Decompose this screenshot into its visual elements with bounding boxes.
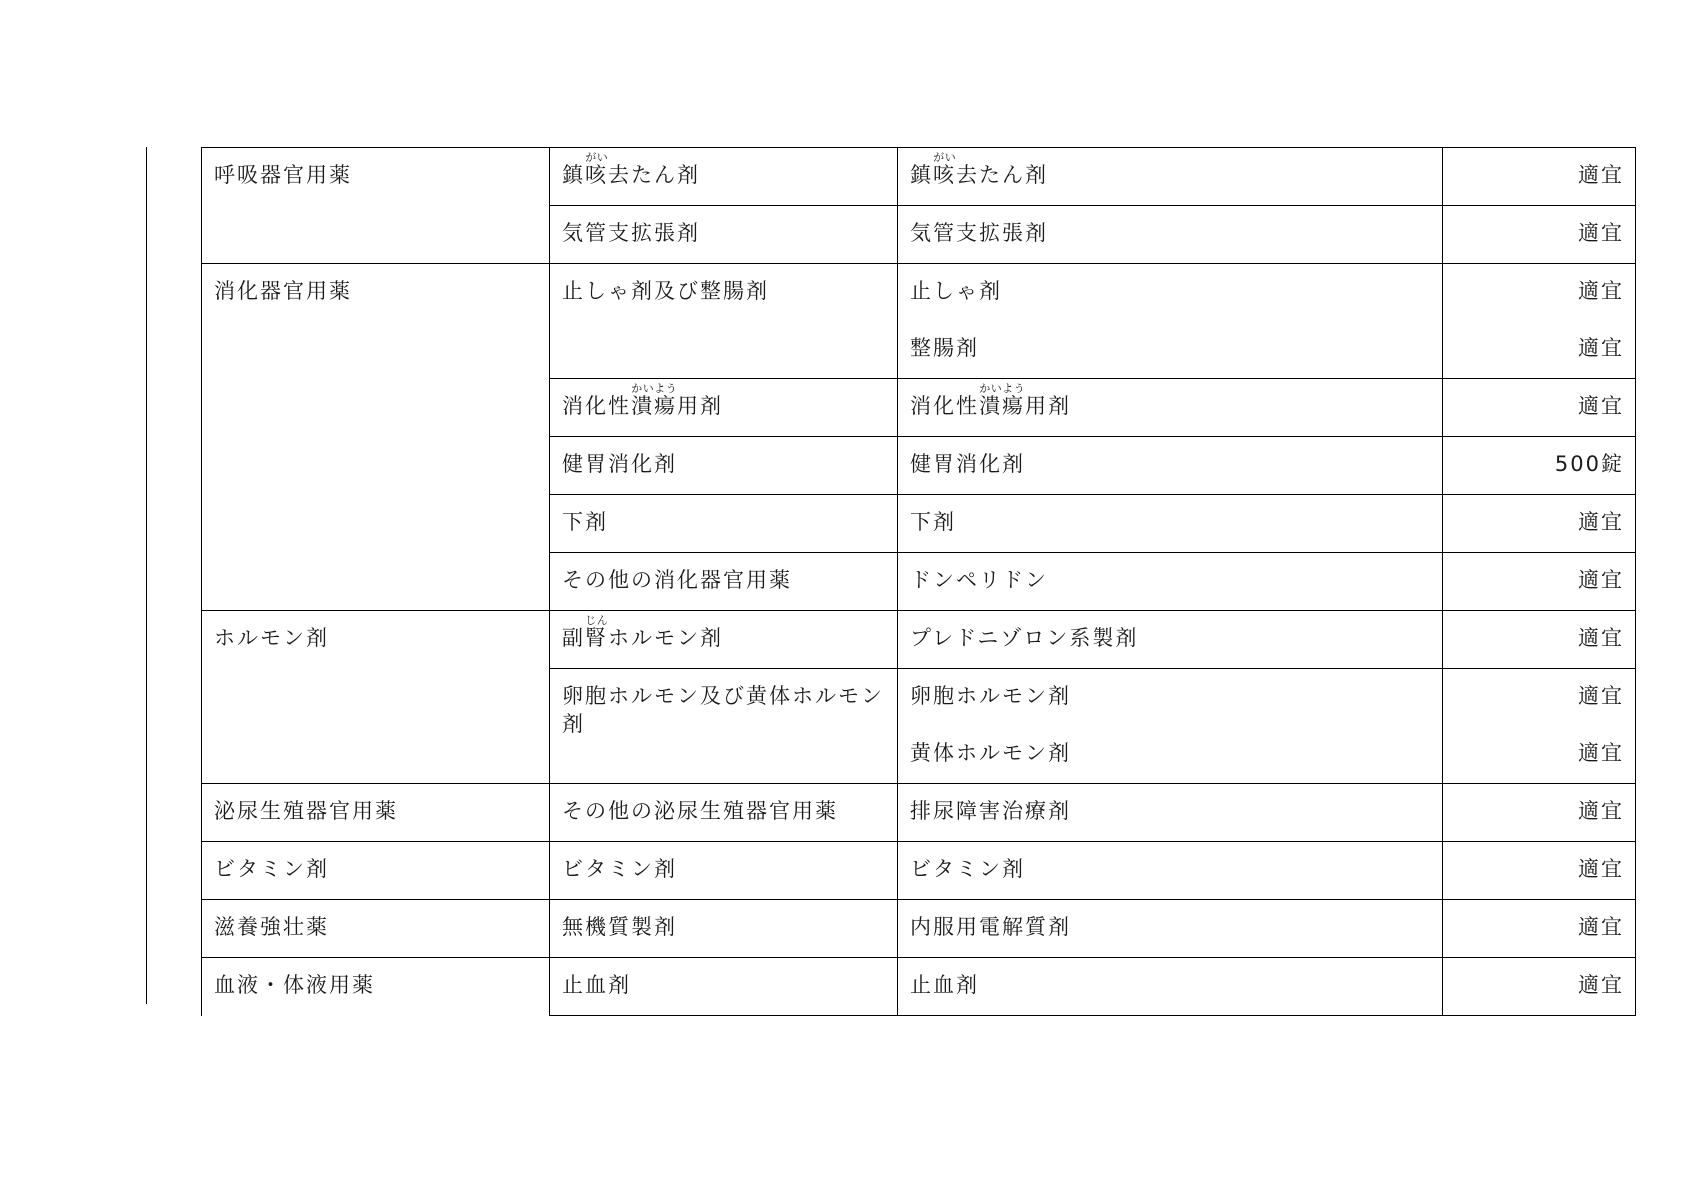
table-row [202, 784, 1636, 842]
drug-name-cell: 消化性潰瘍かいよう用剤 [898, 379, 1443, 437]
table-row [202, 264, 1636, 379]
subcategory-cell: 鎮咳がい去たん剤 [550, 148, 898, 206]
table-row [202, 611, 1636, 669]
quantity-cell: 適宜 [1443, 495, 1636, 553]
table-row [202, 900, 1636, 958]
drug-name-cell: 気管支拡張剤 [898, 206, 1443, 264]
drug-name-cell: 鎮咳がい去たん剤 [898, 148, 1443, 206]
drug-name-cell: 下剤 [898, 495, 1443, 553]
margin-rule [146, 147, 147, 1004]
drug-table [201, 147, 1636, 1016]
subcategory-cell: 副腎じんホルモン剤 [550, 611, 898, 669]
drug-name-cell: 健胃消化剤 [898, 437, 1443, 495]
drug-name-cell: プレドニゾロン系製剤 [898, 611, 1443, 669]
drug-name-cell: 排尿障害治療剤 [898, 784, 1443, 842]
table-row [202, 958, 1636, 1016]
quantity-cell: 適宜 [1443, 611, 1636, 669]
subcategory-cell: 無機質製剤 [550, 900, 898, 958]
subcategory-cell: 下剤 [550, 495, 898, 553]
drug-name-cell: 内服用電解質剤 [898, 900, 1443, 958]
subcategory-cell: 止血剤 [550, 958, 898, 1016]
quantity-cell: 適宜 [1443, 379, 1636, 437]
quantity-cell: 適宜 [1443, 784, 1636, 842]
quantity-cell: 適宜 [1443, 553, 1636, 611]
quantity-cell: 適宜 [1443, 958, 1636, 1016]
category-cell: 呼吸器官用薬 [202, 148, 550, 264]
subcategory-cell: ビタミン剤 [550, 842, 898, 900]
drug-name-cell: 卵胞ホルモン剤 黄体ホルモン剤 [898, 669, 1443, 784]
drug-name-cell: 止血剤 [898, 958, 1443, 1016]
drug-name-cell: ビタミン剤 [898, 842, 1443, 900]
category-cell: ビタミン剤 [202, 842, 550, 900]
subcategory-cell: その他の泌尿生殖器官用薬 [550, 784, 898, 842]
quantity-cell: 500錠 [1443, 437, 1636, 495]
subcategory-cell: 健胃消化剤 [550, 437, 898, 495]
category-cell: 血液・体液用薬 [202, 958, 550, 1016]
table-row [202, 148, 1636, 206]
drug-name-cell: 止しゃ剤 整腸剤 [898, 264, 1443, 379]
subcategory-cell: その他の消化器官用薬 [550, 553, 898, 611]
quantity-cell: 適宜 [1443, 900, 1636, 958]
quantity-cell: 適宜 [1443, 842, 1636, 900]
category-cell: 消化器官用薬 [202, 264, 550, 611]
category-cell: 滋養強壮薬 [202, 900, 550, 958]
quantity-cell: 適宜 [1443, 206, 1636, 264]
quantity-cell: 適宜 適宜 [1443, 669, 1636, 784]
subcategory-cell: 気管支拡張剤 [550, 206, 898, 264]
subcategory-cell: 卵胞ホルモン及び黄体ホルモン剤 [550, 669, 898, 784]
category-cell: 泌尿生殖器官用薬 [202, 784, 550, 842]
quantity-cell: 適宜 [1443, 148, 1636, 206]
quantity-cell: 適宜 適宜 [1443, 264, 1636, 379]
category-cell: ホルモン剤 [202, 611, 550, 784]
subcategory-cell: 止しゃ剤及び整腸剤 [550, 264, 898, 379]
table-row [202, 842, 1636, 900]
subcategory-cell: 消化性潰瘍かいよう用剤 [550, 379, 898, 437]
drug-name-cell: ドンペリドン [898, 553, 1443, 611]
